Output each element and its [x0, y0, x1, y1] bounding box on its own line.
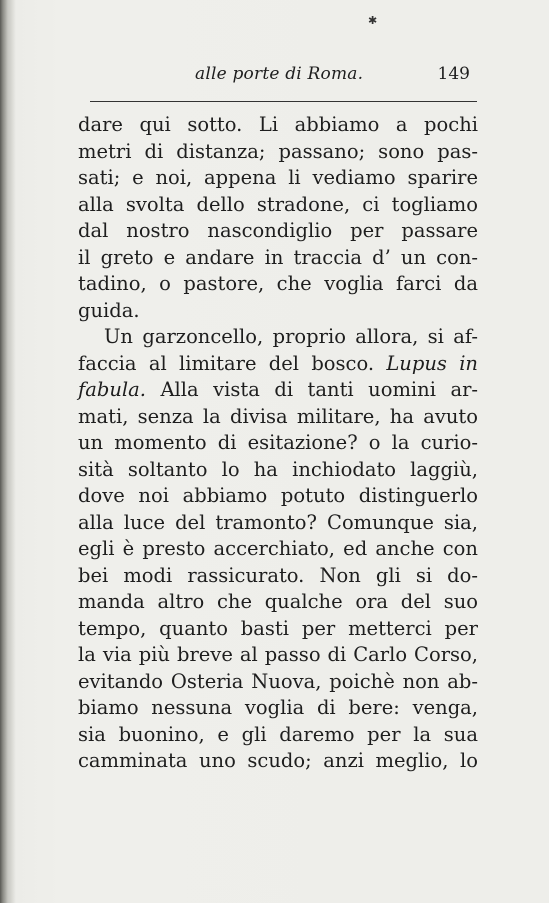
page-number: 149: [437, 64, 470, 84]
text-line: mati, senza la divisa militare, ha avuto: [78, 404, 478, 428]
text-line: evitando Osteria Nuova, poichè non ab-: [78, 669, 478, 693]
body-text: [78, 112, 478, 775]
text-line: tempo, quanto basti per metterci per: [78, 616, 478, 640]
text-line: sità soltanto lo ha inchiodato laggiù,: [78, 457, 478, 481]
text-segment: Alla vista di tanti uomini ar-: [145, 378, 478, 401]
text-line: Un garzoncello, proprio allora, si af-: [104, 325, 478, 348]
text-line: tadino, o pastore, che voglia farci da: [78, 272, 478, 295]
text-line: un momento di esitazione? o la curio-: [78, 431, 478, 454]
italic-phrase-lupus: Lupus in: [386, 351, 478, 375]
text-line: la via più breve al passo di Carlo Corso,: [78, 643, 478, 666]
text-line: guida.: [78, 298, 140, 322]
text-line: sati; e noi, appena li vediamo sparire: [78, 166, 478, 189]
text-line-with-italic: [78, 351, 478, 378]
print-mark: ✱: [368, 14, 378, 27]
text-line: bei modi rassicurato. Non gli si do-: [78, 563, 478, 587]
text-line: sia buonino, e gli daremo per la sua: [78, 722, 478, 746]
text-line: metri di distanza; passano; sono pas-: [78, 139, 478, 163]
text-line: alla luce del tramonto? Comunque sia,: [78, 510, 478, 534]
text-line: manda altro che qualche ora del suo: [78, 590, 478, 613]
italic-phrase-fabula: fabula.: [78, 378, 146, 401]
text-line: egli è presto accerchiato, ed anche con: [78, 537, 478, 560]
text-line: dare qui sotto. Li abbiamo a pochi: [78, 113, 478, 136]
text-line: il greto e andare in traccia d’ un con-: [78, 245, 478, 269]
text-segment: faccia al limitare del bosco.: [78, 351, 387, 375]
page-binding-shadow: [0, 0, 16, 903]
text-line-with-italic: [78, 377, 478, 404]
running-title: alle porte di Roma.: [195, 64, 364, 84]
header-rule: [90, 101, 477, 102]
text-line: biamo nessuna voglia di bere: venga,: [78, 696, 478, 719]
text-line: dove noi abbiamo potuto distinguerlo: [78, 484, 478, 507]
text-line: alla svolta dello stradone, ci togliamo: [78, 192, 478, 216]
running-head: [90, 60, 480, 90]
text-line: camminata uno scudo; anzi meglio, lo: [78, 749, 478, 772]
text-line: dal nostro nascondiglio per passare: [78, 219, 478, 242]
